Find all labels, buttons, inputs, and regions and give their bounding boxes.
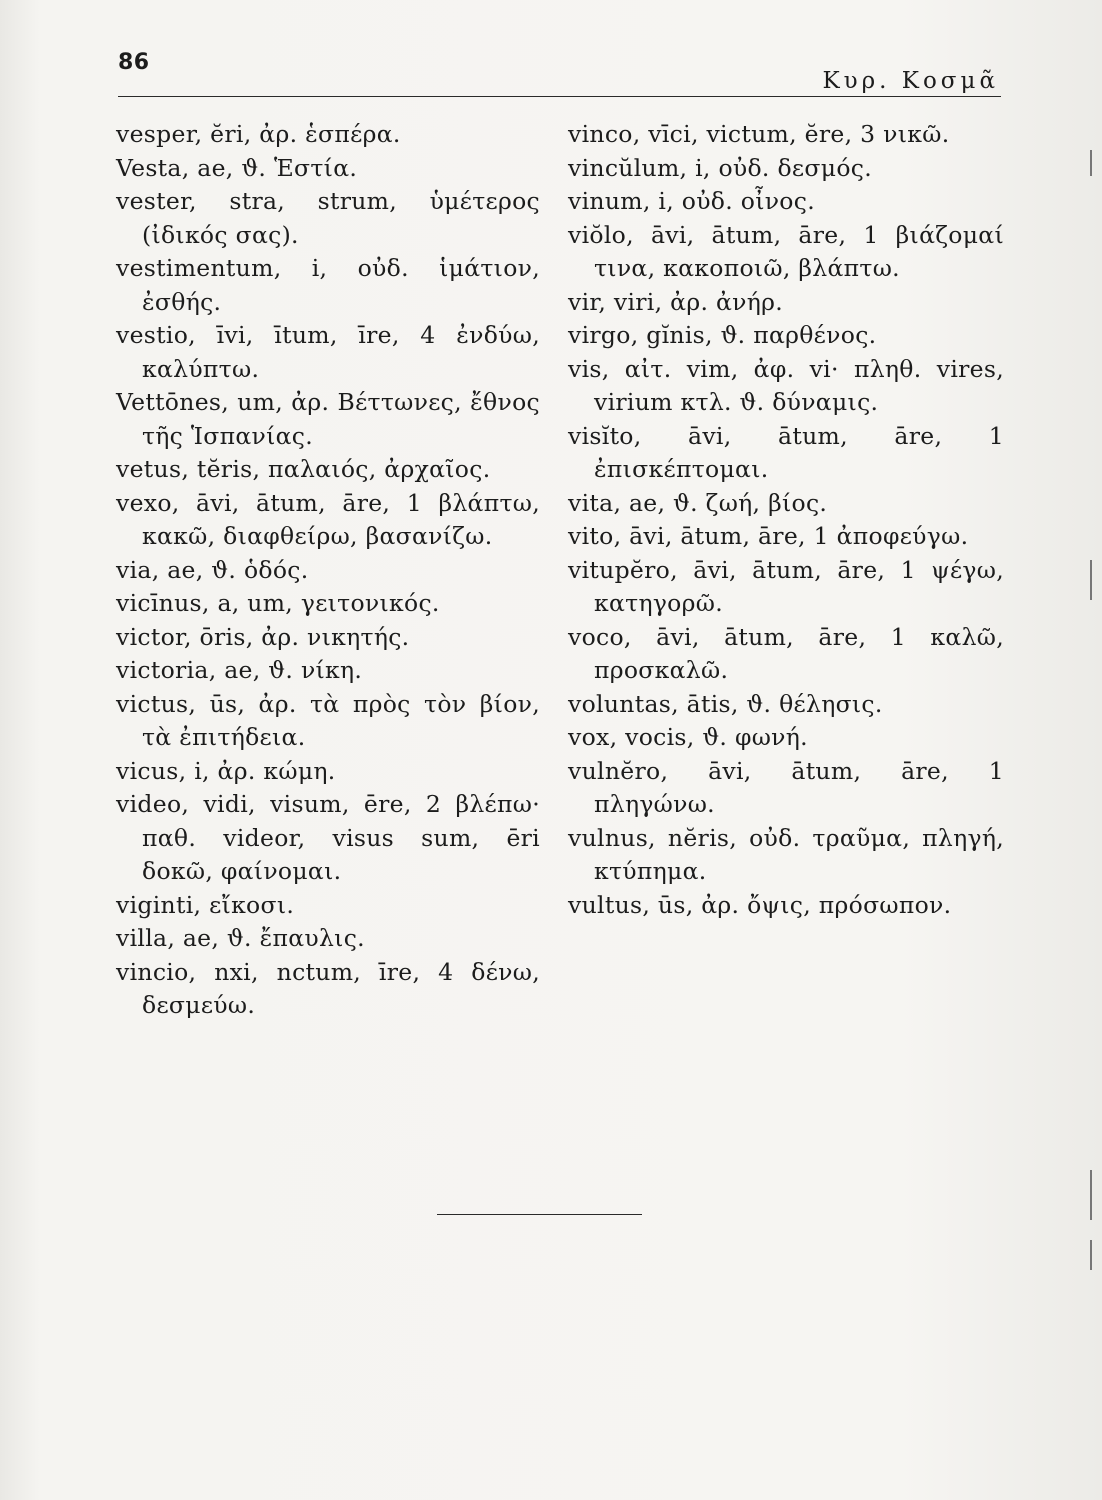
edge-mark [1090,1240,1092,1270]
entry: vincŭlum, i, οὐδ. δεσμός. [568,153,872,182]
entry: vultus, ūs, ἀρ. ὄψις, πρόσωπον. [568,890,952,919]
entry: vinco, vīci, victum, ĕre, 3 νικῶ. [568,120,950,148]
edge-mark [1090,1170,1092,1220]
entry: visĭto, āvi, ātum, āre, 1 ἐπισκέπτομαι. [568,421,1004,483]
entry: Vettōnes, um, ἀρ. Βέττωνες, ἔθνος τῆς Ἱσπανίας. [116,388,540,450]
entry: voluntas, ātis, ϑ. θέλησις. [568,689,883,718]
entry: vestio, īvi, ītum, īre, 4 ἐνδύω, καλύπτω. [116,321,540,383]
entry: vulnĕro, āvi, ātum, āre, 1 πληγώνω. [568,756,1004,818]
entry: vis, αἰτ. vim, ἀφ. vi· πληθ. vires, virium κτλ. ϑ. δύναμις. [568,354,1004,416]
entry: victor, ōris, ἀρ. νικητής. [116,622,410,651]
entry: vitupĕro, āvi, ātum, āre, 1 ψέγω, κατηγορῶ. [568,555,1004,617]
entry: vir, viri, ἀρ. ἀνήρ. [568,287,784,316]
end-rule [437,1214,642,1215]
entry: vinum, i, οὐδ. οἶνος. [568,187,815,215]
entry: vestimentum, i, οὐδ. ἱμάτιον, ἐσθής. [116,254,540,316]
entry: video, vidi, visum, ēre, 2 βλέπω· παθ. videor, visus sum, ēri δοκῶ, φαίνομαι. [116,790,540,885]
entry: vester, stra, strum, ὑμέτερος (ἰδικός σας). [116,187,540,249]
header-rule [118,96,1001,97]
running-head: Κυρ. Κοσμᾶ [822,68,999,94]
entry: vicīnus, a, um, γειτονικός. [116,589,440,617]
entry: victus, ūs, ἀρ. τὰ πρὸς τὸν βίον, τὰ ἐπιτήδεια. [116,689,540,751]
entry: vesper, ĕri, ἀρ. ἑσπέρα. [116,120,401,148]
entry: voco, āvi, ātum, āre, 1 καλῶ, προσκαλῶ. [568,622,1004,684]
right-column [568,118,1004,922]
entry: vicus, i, ἀρ. κώμη. [116,756,336,785]
entry: Vesta, ae, ϑ. Ἑστία. [116,153,358,182]
edge-mark [1090,560,1092,600]
left-column [116,118,540,1023]
entry: vetus, tĕris, παλαιός, ἀρχαῖος. [116,455,491,483]
entry: vexo, āvi, ātum, āre, 1 βλάπτω, κακῶ, διαφθείρω, βασανίζω. [116,488,540,550]
edge-mark [1090,150,1092,176]
entry: vito, āvi, ātum, āre, 1 ἀποφεύγω. [568,522,969,550]
entry: via, ae, ϑ. ὁδός. [116,555,309,584]
entry: vincio, nxi, nctum, īre, 4 δένω, δεσμεύω. [116,957,540,1019]
page-number: 86 [118,50,150,75]
entry: villa, ae, ϑ. ἔπαυλις. [116,924,365,952]
entry: viginti, εἴκοσι. [116,890,295,919]
entry: vulnus, nĕris, οὐδ. τραῦμα, πληγή, κτύπημα. [568,823,1004,885]
entry: viŏlo, āvi, ātum, āre, 1 βιάζομαί τινα, κακοποιῶ, βλάπτω. [568,220,1004,282]
entry: vox, vocis, ϑ. φωνή. [568,723,808,751]
entry: vita, ae, ϑ. ζωή, βίος. [568,488,828,517]
entry: virgo, gĭnis, ϑ. παρθένος. [568,321,877,349]
entry: victoria, ae, ϑ. νίκη. [116,656,363,684]
